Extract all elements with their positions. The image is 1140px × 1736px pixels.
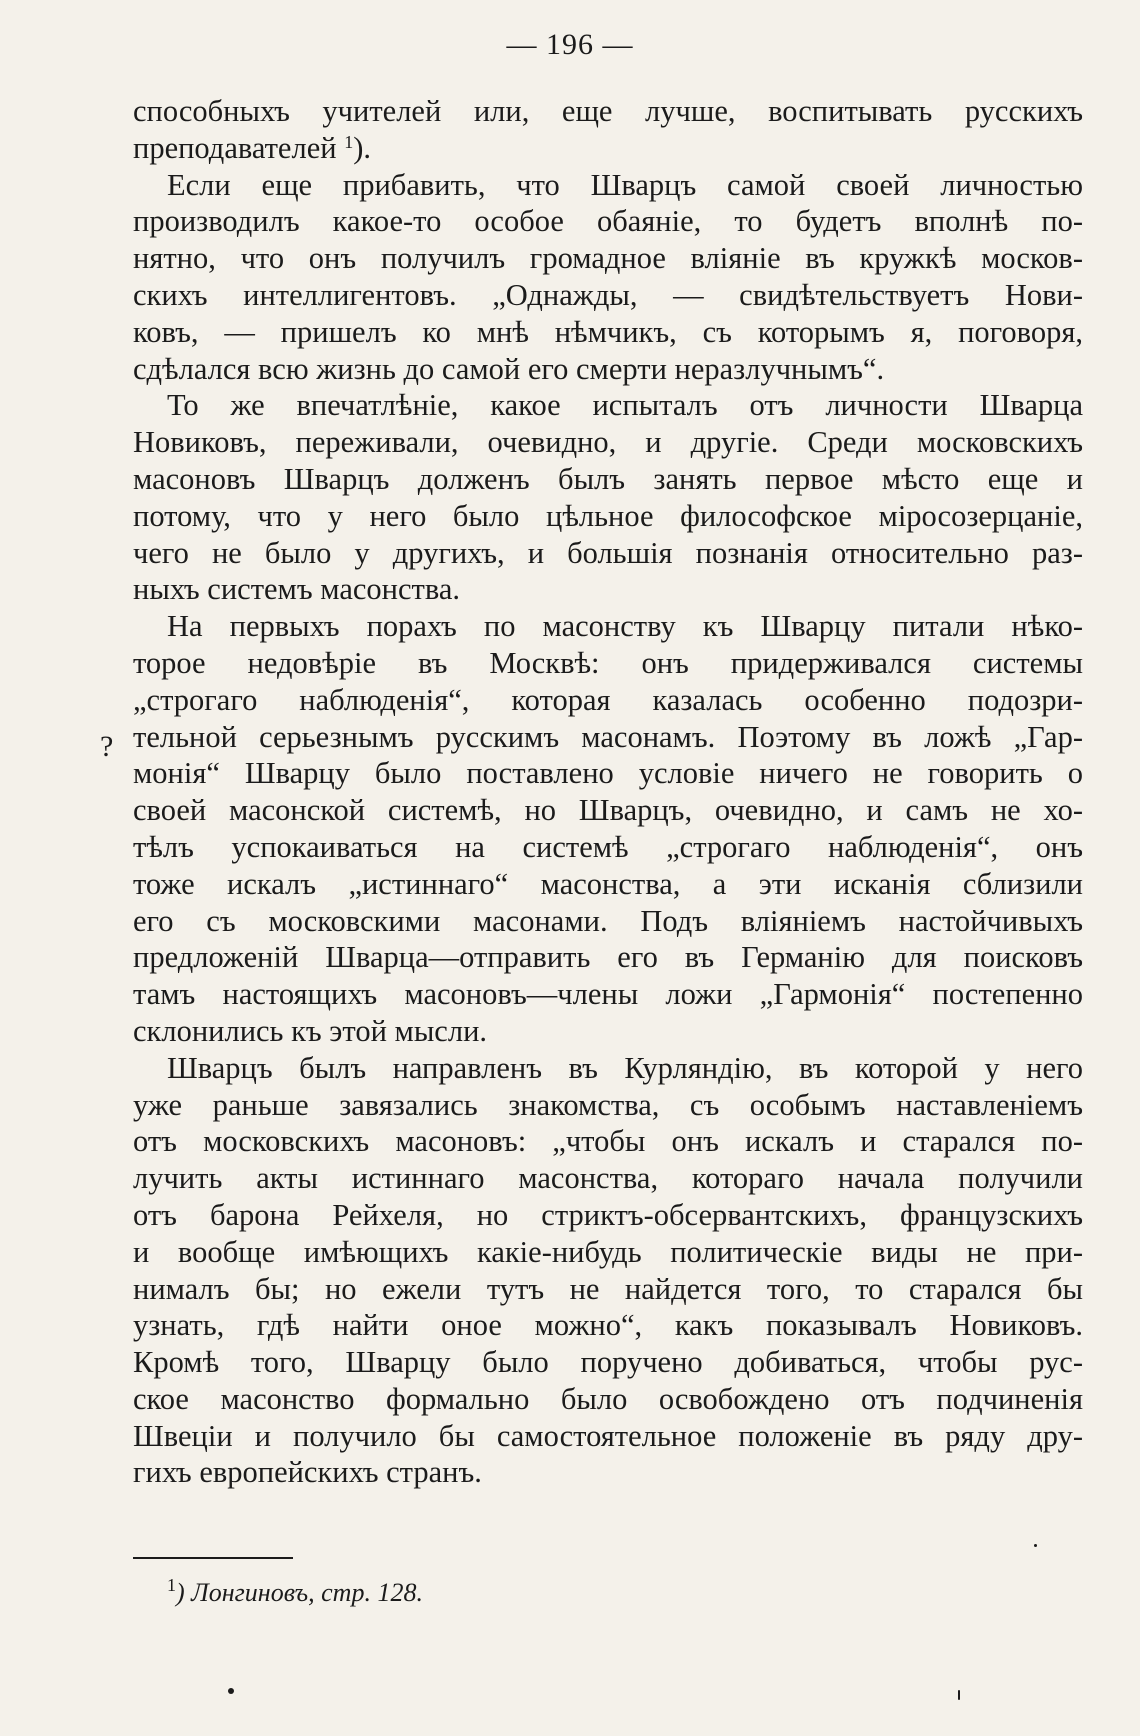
footnote — [167, 1575, 423, 1608]
text-line — [133, 1307, 1083, 1344]
text-line-content: монія“ Шварцу было поставлено условіе ничего не говорить о — [133, 756, 1083, 791]
text-line-content: Если еще прибавить, что Шварцъ самой своей личностью — [167, 167, 1083, 202]
footnote-marker: 1 — [167, 1575, 176, 1595]
text-line — [133, 719, 1083, 756]
text-line — [133, 682, 1083, 719]
text-line — [133, 351, 1083, 388]
text-line-content: ское масонство формально было освобождено отъ подчиненія — [133, 1381, 1083, 1416]
text-line-content: отъ барона Рейхеля, но стриктъ-обсервантскихъ, французскихъ — [133, 1197, 1083, 1232]
text-line-content: тоже искалъ „истиннаго“ масонства, а эти исканія сблизили — [133, 866, 1083, 901]
text-line — [133, 1418, 1083, 1455]
text-line-tail: ). — [353, 130, 371, 165]
text-line-content: ковъ, — пришелъ ко мнѣ нѣмчикъ, съ которымъ я, поговоря, — [133, 314, 1083, 349]
text-line-content: гихъ европейскихъ странъ. — [133, 1455, 482, 1490]
text-line — [133, 461, 1083, 498]
text-line-content: нималъ бы; но ежели тутъ не найдется того, то старался бы — [133, 1271, 1083, 1306]
text-line-content: скихъ интеллигентовъ. „Однажды, — свидѣтельствуетъ Нови- — [133, 277, 1083, 312]
text-line — [133, 939, 1083, 976]
text-line — [133, 130, 1083, 167]
text-line — [133, 1344, 1083, 1381]
text-line-content: склонились къ этой мысли. — [133, 1013, 488, 1048]
text-line — [133, 1234, 1083, 1271]
text-line — [133, 829, 1083, 866]
text-line-content: способныхъ учителей или, еще лучше, воспитывать русскихъ — [133, 94, 1083, 128]
text-line — [133, 424, 1083, 461]
text-line — [133, 608, 1083, 645]
page-number: — 196 — — [506, 28, 634, 61]
margin-question-mark: ? — [100, 730, 114, 763]
text-line — [133, 498, 1083, 535]
text-line-content: тѣлъ успокаиваться на системѣ „строгаго наблюденія“, онъ — [133, 829, 1083, 864]
text-line-content: масоновъ Шварцъ долженъ былъ занять первое мѣсто еще и — [133, 461, 1083, 496]
text-line-content: нятно, что онъ получилъ громадное вліяніе въ кружкѣ москов- — [133, 241, 1083, 276]
text-line-content: На первыхъ порахъ по масонству къ Шварцу питали нѣко- — [167, 609, 1083, 644]
ink-speck — [958, 1690, 960, 1700]
text-line-content: своей масонской системѣ, но Шварцъ, очевидно, и самъ не хо- — [133, 793, 1083, 828]
text-line — [133, 535, 1083, 572]
text-line — [133, 1197, 1083, 1234]
text-line-content: тамъ настоящихъ масоновъ—члены ложи „Гармонія“ постепенно — [133, 977, 1083, 1012]
text-line — [133, 1123, 1083, 1160]
text-line — [133, 976, 1083, 1013]
text-line-content: лучить акты истиннаго масонства, котораго начала получили — [133, 1161, 1083, 1196]
text-line — [133, 240, 1083, 277]
text-line-content: производилъ какое-то особое обаяніе, то будетъ вполнѣ по- — [133, 204, 1083, 239]
ink-speck — [228, 1688, 234, 1694]
text-line — [133, 1050, 1083, 1087]
text-line-content: ныхъ системъ масонства. — [133, 572, 461, 607]
text-line — [133, 792, 1083, 829]
text-line-content: Новиковъ, переживали, очевидно, и другіе. Среди московскихъ — [133, 425, 1083, 460]
text-line — [133, 755, 1083, 792]
ink-speck — [1034, 1544, 1037, 1547]
text-line — [133, 314, 1083, 351]
text-line-content: Шварцъ былъ направленъ въ Курляндію, въ которой у него — [167, 1050, 1083, 1085]
text-line — [133, 203, 1083, 240]
text-line-content: уже раньше завязались знакомства, съ особымъ наставленіемъ — [133, 1087, 1083, 1122]
text-line — [133, 1271, 1083, 1308]
text-line — [133, 1454, 1083, 1491]
text-line — [133, 1087, 1083, 1124]
footnote-reference: 1 — [344, 131, 354, 152]
text-line — [133, 277, 1083, 314]
text-line-content: чего не было у другихъ, и большія познанія относительно раз- — [133, 535, 1083, 570]
footnote-separator — [133, 1557, 293, 1559]
text-line-content: и вообще имѣющихъ какіе-нибудь политическіе виды не при- — [133, 1234, 1083, 1269]
text-line — [133, 866, 1083, 903]
text-line-content: сдѣлался всю жизнь до самой его смерти неразлучнымъ“. — [133, 351, 885, 386]
text-line-content: „строгаго наблюденія“, которая казалась особенно подозри- — [133, 682, 1083, 717]
text-line-content: узнать, гдѣ найти оное можно“, какъ показывалъ Новиковъ. — [133, 1308, 1083, 1343]
text-line — [133, 93, 1083, 130]
text-line — [133, 1160, 1083, 1197]
text-line-content: торое недовѣріе въ Москвѣ: онъ придерживался системы — [133, 645, 1083, 680]
text-line — [133, 1381, 1083, 1418]
text-line-content: То же впечатлѣніе, какое испыталъ отъ личности Шварца — [167, 388, 1083, 423]
text-line-content: преподавателей — [133, 130, 345, 165]
text-line-content: тельной серьезнымъ русскимъ масонамъ. Поэтому въ ложѣ „Гар- — [133, 719, 1083, 754]
text-line-content: предложеній Шварца—отправить его въ Германію для поисковъ — [133, 940, 1083, 975]
text-line — [133, 387, 1083, 424]
text-line-content: его съ московскими масонами. Подъ вліяніемъ настойчивыхъ — [133, 903, 1083, 938]
text-line-content: отъ московскихъ масоновъ: „чтобы онъ искалъ и старался по- — [133, 1124, 1083, 1159]
footnote-text: ) Лонгиновъ, стр. 128. — [176, 1578, 423, 1607]
text-line-content: Кромѣ того, Шварцу было поручено добиваться, чтобы рус- — [133, 1345, 1083, 1380]
text-line — [133, 903, 1083, 940]
text-line — [133, 167, 1083, 204]
text-line-content: потому, что у него было цѣльное философское міросозерцаніе, — [133, 498, 1083, 533]
text-line — [133, 571, 1083, 608]
text-line-content: Швеціи и получило бы самостоятельное положеніе въ ряду дру- — [133, 1418, 1083, 1453]
text-line — [133, 1013, 1083, 1050]
text-line — [133, 645, 1083, 682]
body-text — [133, 93, 1083, 1491]
